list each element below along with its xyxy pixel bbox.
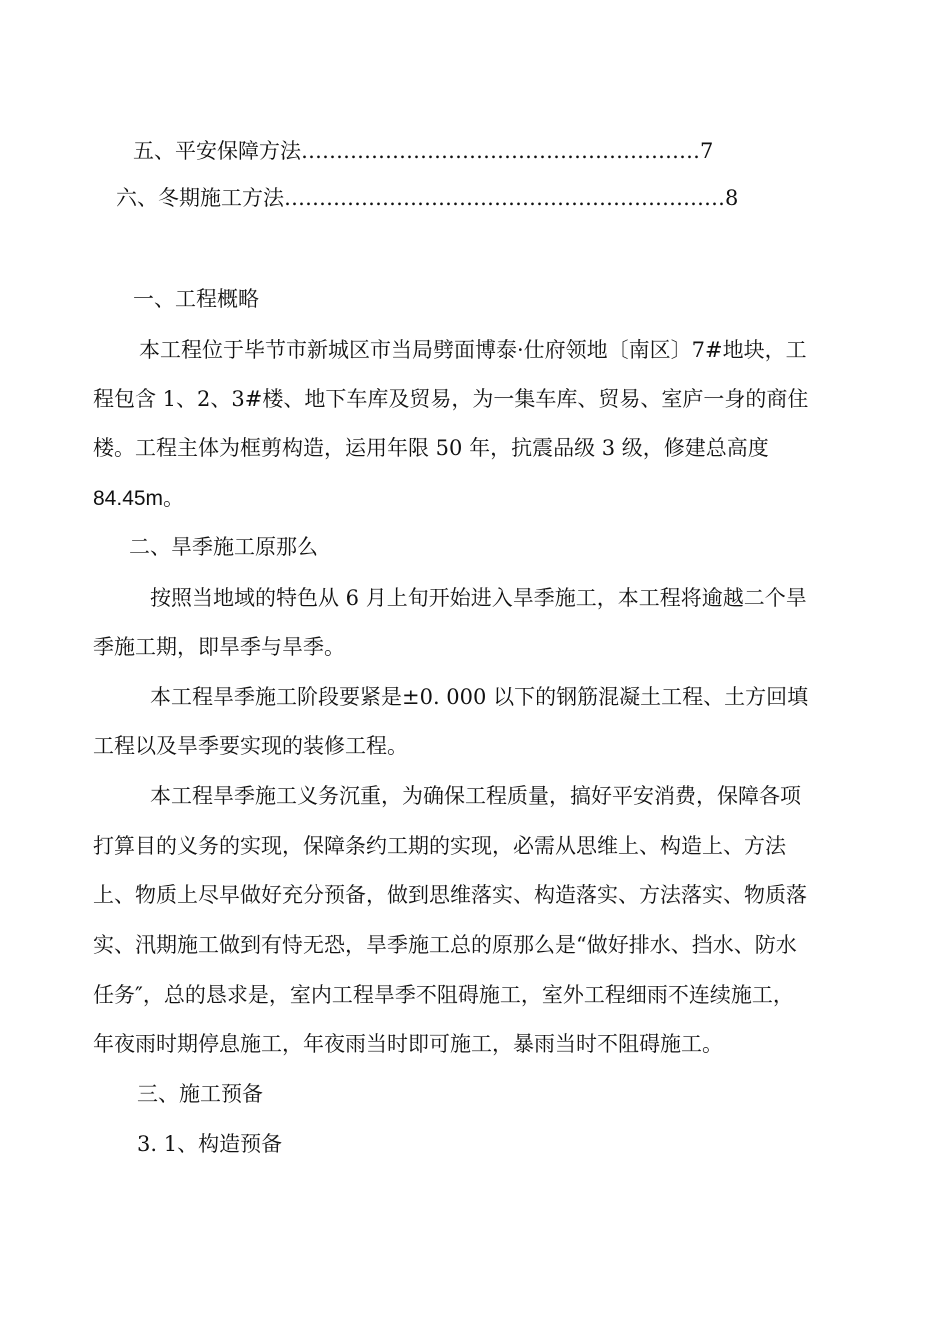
paragraph-line: 实、汛期施工做到有恃无恐，旱季施工总的原那么是“做好排水、挡水、防水: [93, 933, 797, 957]
paragraph-line: 本工程旱季施工阶段要紧是±0. 000 以下的钢筋混凝土工程、土方回填: [150, 685, 809, 709]
section-heading: 二、旱季施工原那么: [129, 535, 318, 559]
toc-label: 五、平安保障方法: [133, 139, 301, 163]
paragraph-line: 程包含 1、2、3#楼、地下车库及贸易，为一集车库、贸易、室庐一身的商住: [93, 387, 809, 411]
toc-leader-dots: ………………………………………………………: [284, 186, 725, 210]
paragraph-line: 任务″，总的恳求是，室内工程旱季不阻碍施工，室外工程细雨不连续施工，: [93, 983, 794, 1007]
paragraph-line: 打算目的义务的实现，保障条约工期的实现，必需从思维上、构造上、方法: [93, 834, 786, 858]
paragraph-line: 楼。工程主体为框剪构造，运用年限 50 年，抗震品级 3 级，修建总高度: [93, 436, 769, 460]
toc-entry[interactable]: [116, 188, 738, 209]
section-heading: 一、工程概略: [133, 287, 259, 311]
paragraph-line: 年夜雨时期停息施工，年夜雨当时即可施工，暴雨当时不阻碍施工。: [93, 1032, 723, 1056]
paragraph-line: 季施工期，即旱季与旱季。: [93, 635, 345, 659]
paragraph-line: 工程以及旱季要实现的装修工程。: [93, 734, 408, 758]
toc-leader-dots: …………………………………………………: [301, 139, 700, 163]
subsection-heading: 3. 1、构造预备: [137, 1132, 283, 1156]
toc-entry[interactable]: [133, 141, 713, 162]
toc-page-number: 7: [700, 139, 714, 163]
section-heading: 三、施工预备: [137, 1082, 263, 1106]
paragraph-line: 按照当地域的特色从 6 月上旬开始进入旱季施工，本工程将逾越二个旱: [150, 586, 807, 610]
paragraph-line: 上、物质上尽早做好充分预备，做到思维落实、构造落实、方法落实、物质落: [93, 883, 807, 907]
toc-page-number: 8: [725, 186, 739, 210]
paragraph-line: 84.45m。: [93, 487, 185, 510]
paragraph-line: 本工程位于毕节市新城区市当局劈面博泰·仕府领地〔南区〕7#地块，工: [139, 338, 807, 362]
paragraph-line: 本工程旱季施工义务沉重，为确保工程质量，搞好平安消费，保障各项: [150, 784, 801, 808]
toc-label: 六、冬期施工方法: [116, 186, 284, 210]
